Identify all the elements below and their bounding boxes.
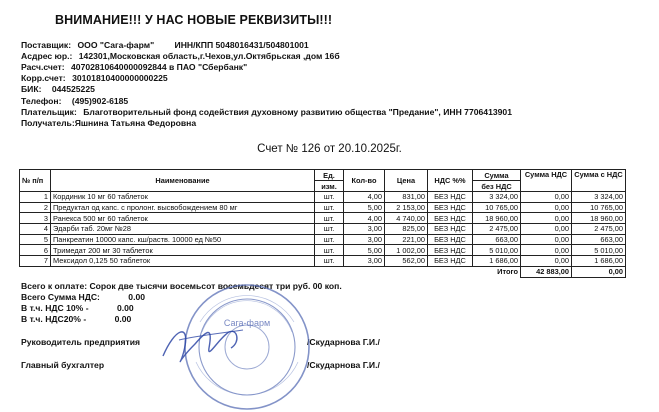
stamp-text: Сага-фарм (223, 318, 271, 328)
row-vat-rate: БЕЗ НДС (428, 213, 473, 224)
payer-line (21, 107, 512, 118)
account-value: 40702810640000092844 в ПАО "Сбербанк" (71, 62, 248, 72)
col-header-sum: Сумма (473, 170, 521, 181)
row-name: Панкреатин 10000 капс. кш/раств. 10000 ед №50 (51, 234, 315, 245)
row-price: 1 002,00 (385, 245, 428, 256)
row-sum: 5 010,00 (473, 245, 521, 256)
row-unit: шт. (315, 256, 344, 267)
row-price: 221,00 (385, 234, 428, 245)
row-total: 2 475,00 (572, 224, 626, 235)
row-price: 2 153,00 (385, 202, 428, 213)
row-total: 663,00 (572, 234, 626, 245)
row-name: Мексидол 0,125 50 таблеток (51, 256, 315, 267)
totals-row (20, 266, 626, 277)
row-unit: шт. (315, 245, 344, 256)
table-row (20, 256, 626, 267)
inn-kpp: ИНН/КПП 5048016431/504801001 (174, 40, 309, 50)
vat-total-line (21, 292, 145, 303)
corr-value: 30101810400000000225 (72, 73, 168, 83)
totals-label: Итого (497, 267, 518, 277)
vat10-label: В т.ч. НДС 10% - (21, 303, 89, 313)
row-unit: шт. (315, 202, 344, 213)
bik-line (21, 84, 95, 95)
row-name: Тримедат 200 мг 30 таблеток (51, 245, 315, 256)
row-price: 4 740,00 (385, 213, 428, 224)
phone-value: (495)902-6185 (71, 96, 129, 106)
row-name: Эдарби таб. 20мг №28 (51, 224, 315, 235)
director-label: Руководитель предприятия (21, 337, 141, 347)
row-vat-sum: 0,00 (521, 192, 572, 203)
table-row (20, 192, 626, 203)
row-vat-sum: 0,00 (521, 256, 572, 267)
corr-label: Корр.счет: (21, 73, 66, 83)
row-total: 5 010,00 (572, 245, 626, 256)
row-qty: 5,00 (344, 202, 385, 213)
row-qty: 5,00 (344, 245, 385, 256)
row-qty: 3,00 (344, 224, 385, 235)
col-header-price: Цена (385, 170, 428, 192)
col-header-qty: Кол-во (344, 170, 385, 192)
recipient-line (21, 118, 196, 129)
invoice-title: Счет № 126 от 20.10.2025г. (257, 143, 402, 155)
col-header-total: Сумма с НДС (572, 170, 626, 192)
vat20-line (21, 314, 131, 325)
row-vat-rate: БЕЗ НДС (428, 234, 473, 245)
row-sum: 3 324,00 (473, 192, 521, 203)
row-unit: шт. (315, 213, 344, 224)
row-number: 2 (20, 202, 51, 213)
row-name: Ранекса 500 мг 60 таблеток (51, 213, 315, 224)
recipient-value: Яшнина Татьяна Федоровна (74, 118, 197, 128)
table-row (20, 224, 626, 235)
row-name: Кординик 10 мг 60 таблеток (51, 192, 315, 203)
recipient-label: Получатель: (21, 118, 75, 128)
row-vat-sum: 0,00 (521, 213, 572, 224)
col-header-sum-2: без НДС (473, 181, 521, 192)
row-name: Предуктал од капс. с пролонг. высвобождением 80 мг (51, 202, 315, 213)
row-vat-rate: БЕЗ НДС (428, 192, 473, 203)
table-row (20, 245, 626, 256)
bik-label: БИК: (21, 84, 42, 94)
vat-total-value: 0.00 (128, 292, 146, 302)
account-label: Расч.счет: (21, 62, 65, 72)
row-sum: 10 765,00 (473, 202, 521, 213)
table-header-row (20, 170, 626, 181)
row-price: 831,00 (385, 192, 428, 203)
bik-value: 044525225 (51, 84, 95, 94)
supplier-line (21, 40, 309, 51)
address-label: Аcдрес юр.: (21, 51, 73, 61)
row-total: 18 960,00 (572, 213, 626, 224)
phone-line (21, 96, 128, 107)
account-line (21, 62, 247, 73)
row-vat-sum: 0,00 (521, 224, 572, 235)
address-value: 142301,Московская область,г.Чехов,ул.Октябрьская ,дом 16б (78, 51, 340, 61)
row-vat-rate: БЕЗ НДС (428, 224, 473, 235)
row-sum: 18 960,00 (473, 213, 521, 224)
row-qty: 4,00 (344, 213, 385, 224)
supplier-name: ООО "Сага-фарм" (77, 40, 155, 50)
row-qty: 3,00 (344, 234, 385, 245)
vat-total-label: Всего Сумма НДС: (21, 292, 100, 302)
row-number: 3 (20, 213, 51, 224)
row-number: 4 (20, 224, 51, 235)
row-number: 7 (20, 256, 51, 267)
row-qty: 4,00 (344, 192, 385, 203)
vat20-label: В т.ч. НДС20% - (21, 314, 87, 324)
col-header-unit: Ед. (315, 170, 344, 181)
corr-line (21, 73, 168, 84)
col-header-name: Наименование (51, 170, 315, 192)
row-unit: шт. (315, 224, 344, 235)
row-qty: 3,00 (344, 256, 385, 267)
address-line (21, 51, 340, 62)
row-sum: 1 686,00 (473, 256, 521, 267)
col-header-unit-2: изм. (315, 181, 344, 192)
row-sum: 663,00 (473, 234, 521, 245)
col-header-num: № п/п (20, 170, 51, 192)
row-unit: шт. (315, 192, 344, 203)
row-vat-rate: БЕЗ НДС (428, 256, 473, 267)
row-total: 10 765,00 (572, 202, 626, 213)
vat10-value: 0.00 (116, 303, 134, 313)
warning-heading: ВНИМАНИЕ!!! У НАС НОВЫЕ РЕКВИЗИТЫ!!! (55, 13, 333, 27)
payer-label: Плательщик: (21, 107, 77, 117)
table-row (20, 213, 626, 224)
row-vat-sum: 0,00 (521, 245, 572, 256)
row-sum: 2 475,00 (473, 224, 521, 235)
col-header-vat-rate: НДС %% (428, 170, 473, 192)
director-name: /Скударнова Г.И./ (307, 337, 380, 347)
row-vat-rate: БЕЗ НДС (428, 202, 473, 213)
row-unit: шт. (315, 234, 344, 245)
row-vat-sum: 0,00 (521, 202, 572, 213)
phone-label: Телефон: (21, 96, 62, 106)
row-number: 6 (20, 245, 51, 256)
row-vat-rate: БЕЗ НДС (428, 245, 473, 256)
company-stamp (182, 282, 312, 412)
row-number: 5 (20, 234, 51, 245)
totals-vat-sum: 0,00 (572, 266, 626, 277)
payer-value: Благотворительный фонд содействия духовному развитию общества "Предание", ИНН 7706413901 (83, 107, 512, 117)
accountant-name: /Скударнова Г.И./ (307, 360, 380, 370)
row-number: 1 (20, 192, 51, 203)
total-in-words: Всего к оплате: Сорок две тысячи восемьсот восемьдесят три руб. 00 коп. (21, 281, 342, 291)
row-price: 825,00 (385, 224, 428, 235)
items-table (19, 169, 626, 278)
row-vat-sum: 0,00 (521, 234, 572, 245)
signature-mark (155, 318, 250, 368)
row-total: 1 686,00 (572, 256, 626, 267)
table-row (20, 202, 626, 213)
table-row (20, 234, 626, 245)
row-total: 3 324,00 (572, 192, 626, 203)
col-header-vat-sum: Сумма НДС (521, 170, 572, 192)
accountant-label: Главный бухгалтер (21, 360, 105, 370)
vat10-line (21, 303, 134, 314)
row-price: 562,00 (385, 256, 428, 267)
vat20-value: 0.00 (114, 314, 132, 324)
supplier-label: Поставщик: (21, 40, 72, 50)
totals-sum: 42 883,00 (521, 266, 572, 277)
